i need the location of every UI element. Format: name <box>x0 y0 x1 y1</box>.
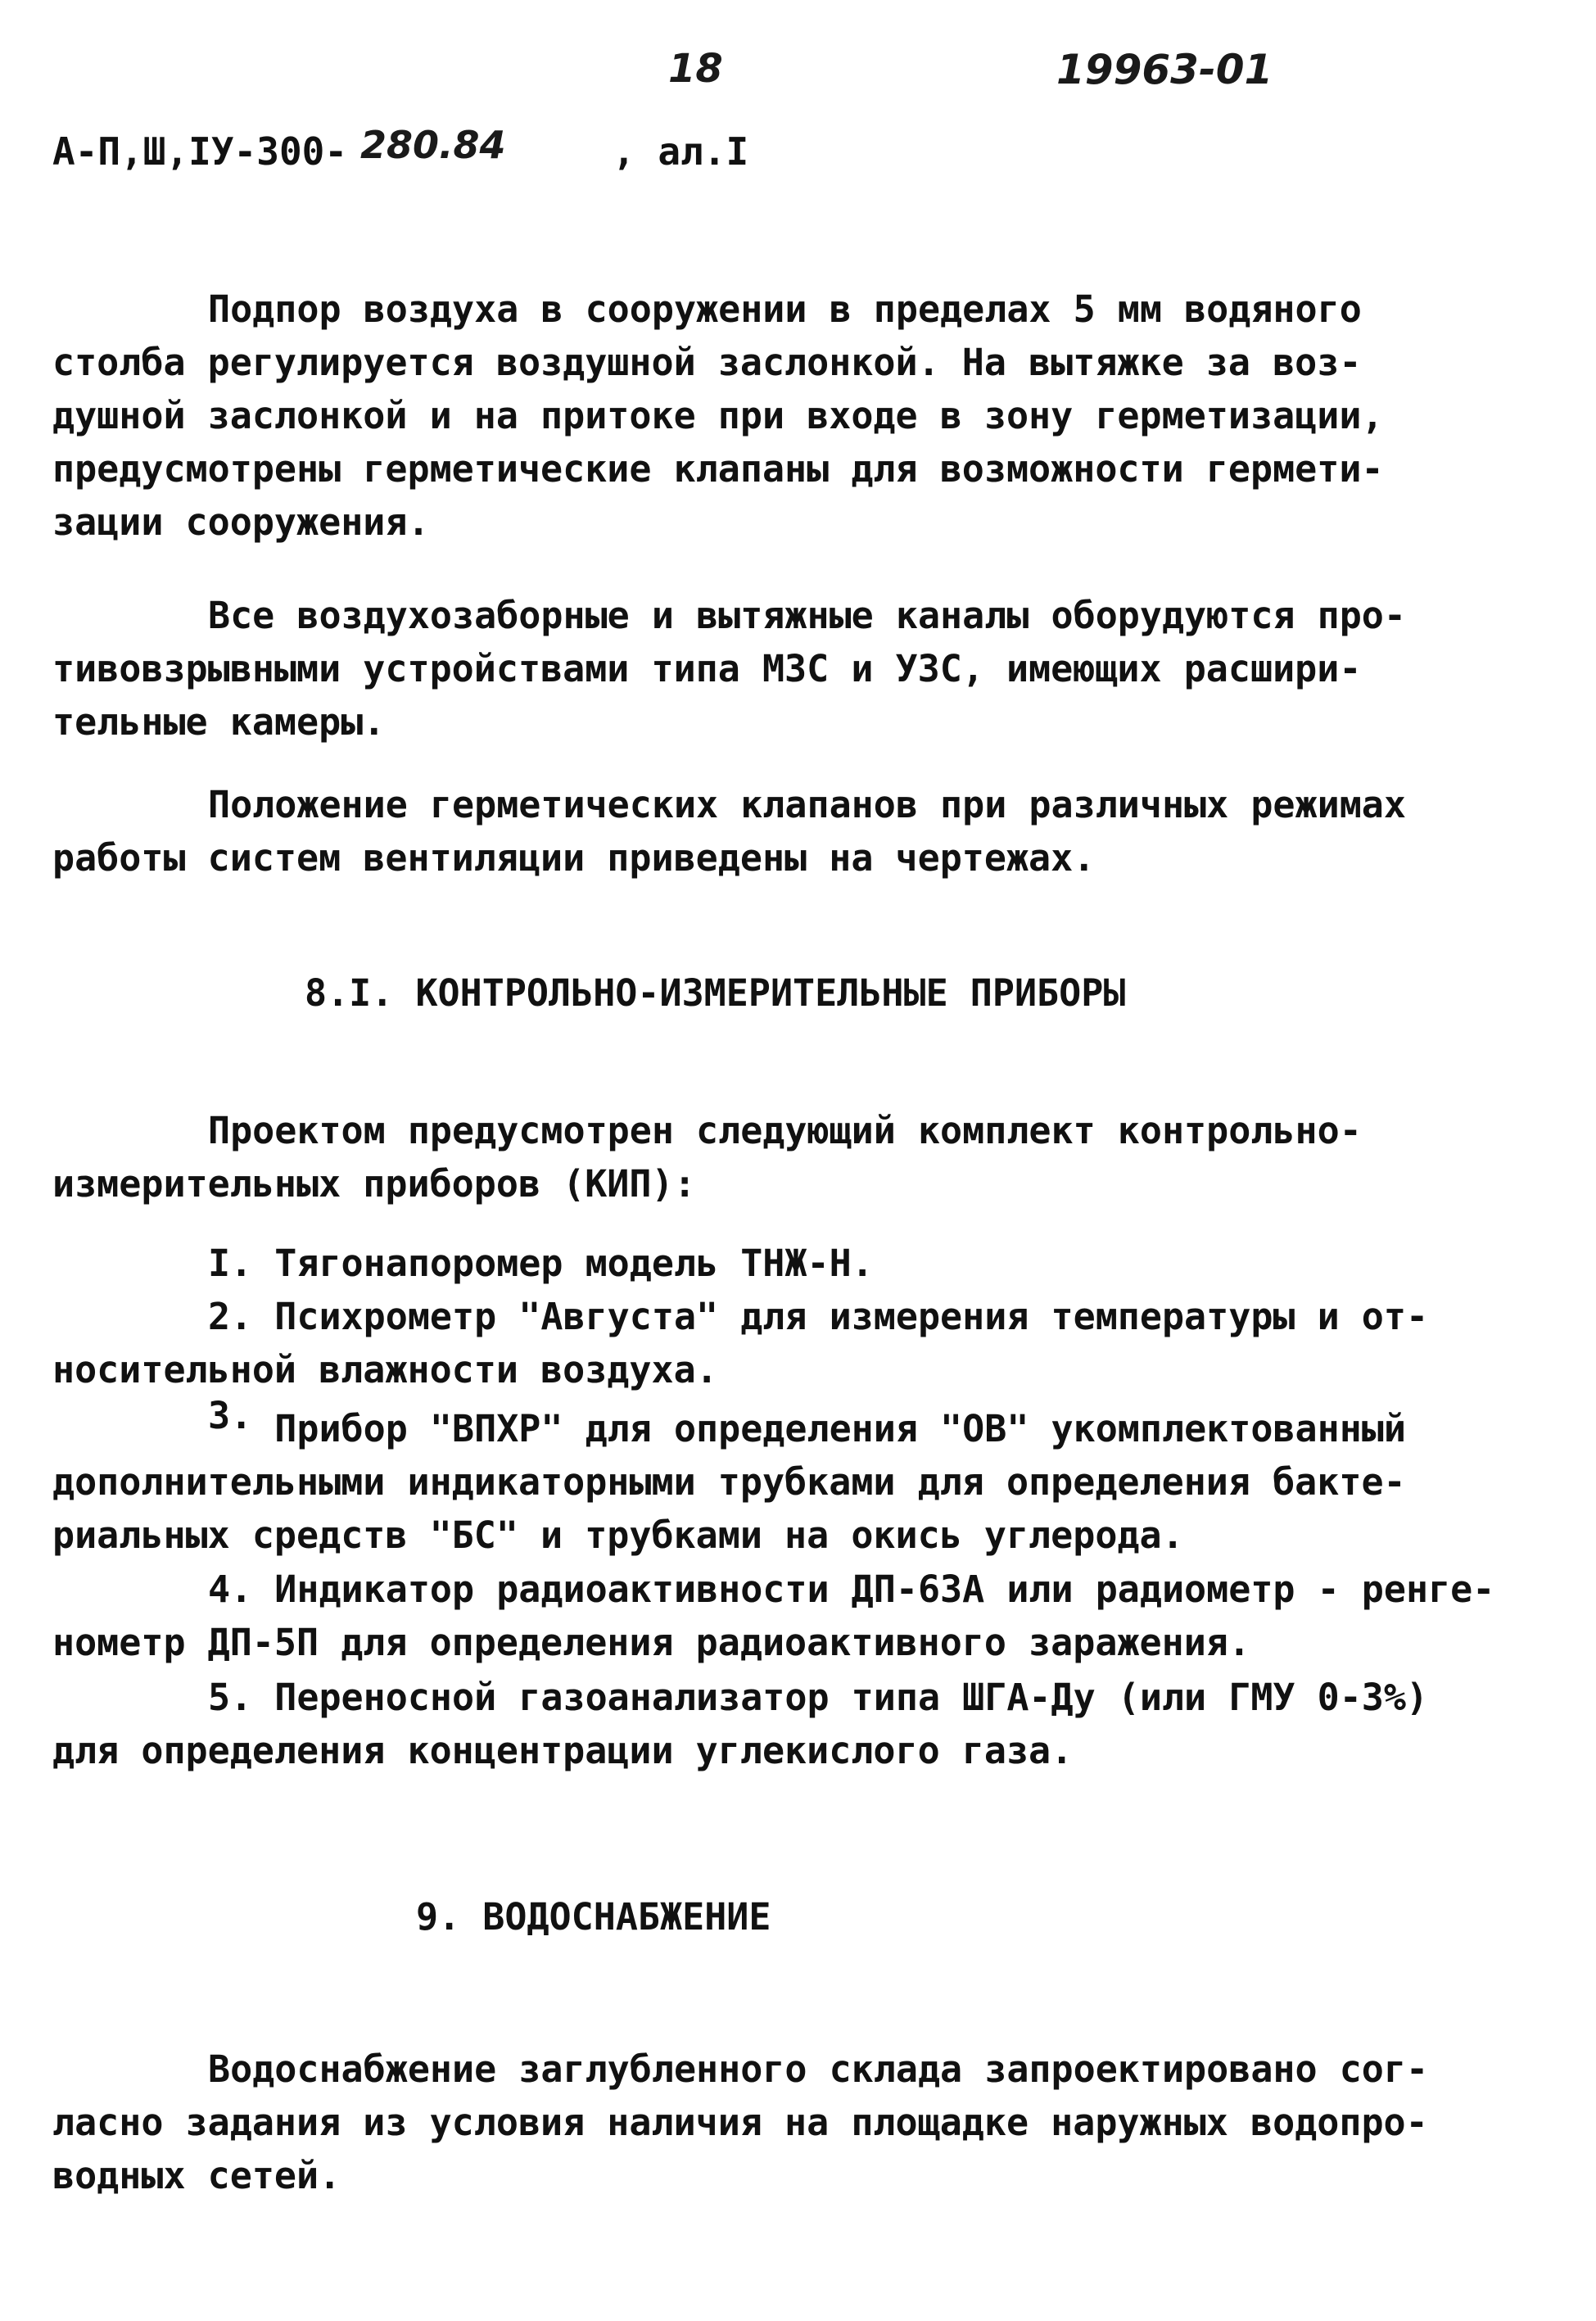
text-line: дополнительными индикаторными трубками для определения бакте- <box>52 1460 1406 1504</box>
text-line: Все воздухозаборные и вытяжные каналы оборудуются про- <box>208 594 1406 637</box>
text-line: тельные камеры. <box>52 700 386 744</box>
section-heading-9: 9. ВОДОСНАБЖЕНИЕ <box>416 1895 771 1939</box>
text-line: носительной влажности воздуха. <box>52 1348 718 1391</box>
paragraph-air-intake <box>52 589 1494 749</box>
list-item <box>52 1394 1494 1562</box>
paragraph-valve-position <box>52 778 1494 885</box>
document-code-handwritten: 280.84 <box>360 123 506 167</box>
document-number: 19963-01 <box>1056 46 1273 93</box>
document-code: А-П,Ш,IУ-300- <box>52 129 348 174</box>
text-line: измерительных приборов (КИП): <box>52 1162 696 1206</box>
text-line: риальных средств "БС" и трубками на окись углерода. <box>52 1513 1184 1557</box>
list-item <box>52 1290 1494 1396</box>
text-line <box>52 1394 1494 1455</box>
text-line: тивовзрывными устройствами типа МЗС и УЗС, имеющих расшири- <box>52 647 1362 690</box>
paragraph-kip-intro <box>52 1104 1494 1210</box>
text-line: работы систем вентиляции приведены на чертежах. <box>52 836 1096 880</box>
text-line: Проектом предусмотрен следующий комплект контрольно- <box>208 1109 1362 1152</box>
section-heading-8-1: 8.I. КОНТРОЛЬНО-ИЗМЕРИТЕЛЬНЫЕ ПРИБОРЫ <box>305 971 1126 1015</box>
sheet-label: , ал.I <box>613 129 749 174</box>
item-number: 3. <box>208 1394 253 1437</box>
text-line: для определения концентрации углекислого газа. <box>52 1729 1074 1772</box>
text-line: Подпор воздуха в сооружении в пределах 5 мм водяного <box>208 287 1362 331</box>
text-line: нометр ДП-5П для определения радиоактивного заражения. <box>52 1621 1250 1664</box>
text-line: предусмотрены герметические клапаны для возможности гермети- <box>52 447 1384 491</box>
text-line: 5. Переносной газоанализатор типа ШГА-Ду (или ГМУ 0-3%) <box>208 1676 1429 1719</box>
item-text: Прибор "ВПХР" для определения "ОВ" укомплектованный <box>252 1407 1406 1450</box>
text-line: водных сетей. <box>52 2154 341 2197</box>
text-line: 4. Индикатор радиоактивности ДП-63А или радиометр - ренге- <box>208 1568 1495 1611</box>
paragraph-water-supply <box>52 2043 1494 2202</box>
text-line: 2. Психрометр "Августа" для измерения температуры и от- <box>208 1295 1429 1338</box>
text-line: ласно задания из условия наличия на площадке наружных водопро- <box>52 2101 1428 2144</box>
page-number: 18 <box>668 46 723 92</box>
list-item <box>52 1671 1494 1777</box>
paragraph-air-pressure <box>52 283 1494 549</box>
text-line: душной заслонкой и на притоке при входе в зону герметизации, <box>52 394 1384 437</box>
text-line: Водоснабжение заглубленного склада запроектировано сог- <box>208 2047 1429 2091</box>
text-line: I. Тягонапоромер модель ТНЖ-Н. <box>208 1242 874 1285</box>
text-line: столба регулируется воздушной заслонкой. На вытяжке за воз- <box>52 341 1362 384</box>
list-item <box>52 1237 1494 1290</box>
list-item <box>52 1563 1494 1669</box>
text-line: Положение герметических клапанов при различных режимах <box>208 783 1406 826</box>
text-line: зации сооружения. <box>52 500 430 544</box>
